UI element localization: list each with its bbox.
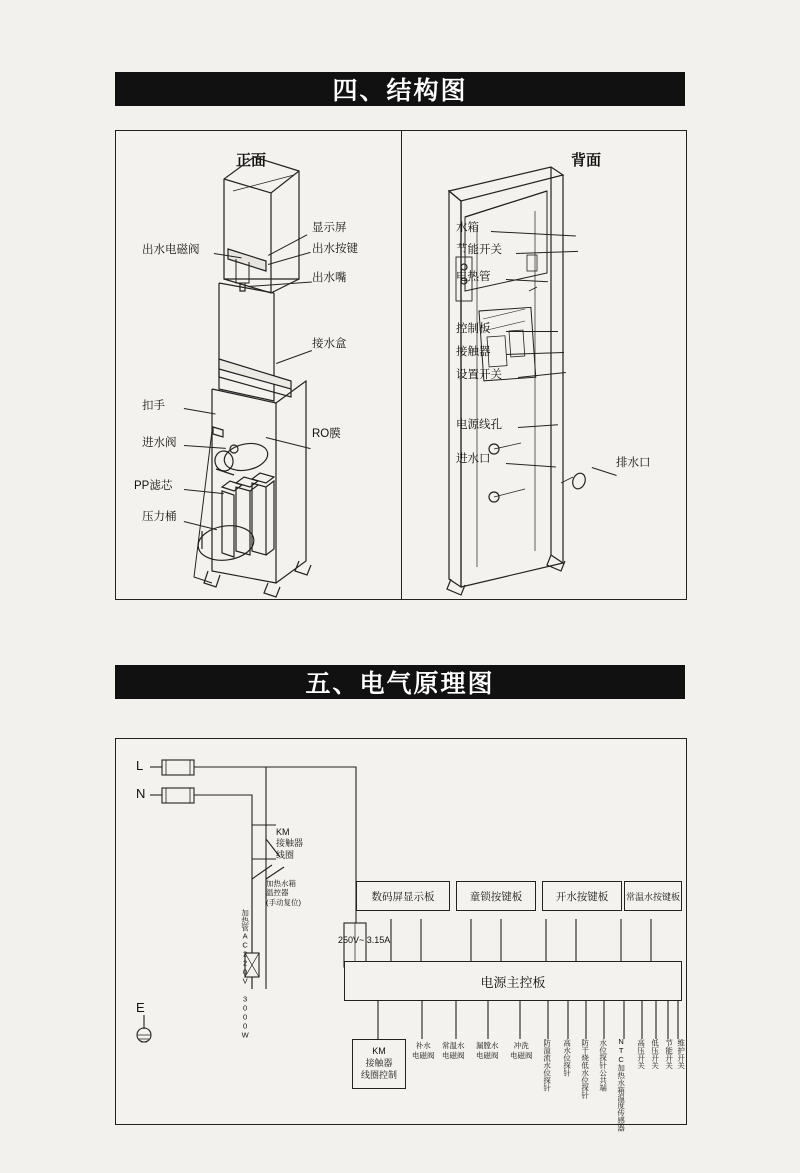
back-view-drawing xyxy=(401,131,686,599)
structure-diagram-panel xyxy=(115,130,687,600)
label-front-dispense-button: 出水按键 xyxy=(312,243,358,255)
label-front-drip-tray: 接水盒 xyxy=(312,338,347,350)
section-title-structure: 四、结构图 xyxy=(332,77,468,105)
label-overflow-solenoid: 漏膛水 电磁阀 xyxy=(476,1041,499,1060)
leader-line xyxy=(506,331,558,332)
label-probe-common: 水位探针公共端 xyxy=(598,1039,608,1092)
label-front-pp-filter: PP滤芯 xyxy=(134,480,173,492)
main-board-label: 电源主控板 xyxy=(480,974,546,990)
main-control-board[interactable] xyxy=(344,961,682,1001)
label-anti-overflow-probe: 防溢流水位探针 xyxy=(542,1039,552,1092)
front-view-title: 正面 xyxy=(236,152,267,169)
heater-label: 加热管AC220V 3000W xyxy=(240,909,250,1040)
label-low-pressure-switch: 低压开关 xyxy=(650,1039,660,1069)
label-eco-switch: 节能开关 xyxy=(664,1039,674,1069)
board-label: 开水按键板 xyxy=(555,890,609,903)
label-high-level-probe: 高水位探针 xyxy=(562,1039,572,1077)
label-front-outlet-solenoid: 出水电磁阀 xyxy=(142,244,200,256)
label-ambient-solenoid: 常温水 电磁阀 xyxy=(442,1041,465,1060)
label-back-heating-tube: 电热管 xyxy=(456,271,491,283)
label-back-water-inlet: 进水口 xyxy=(456,453,491,465)
board-digital-display[interactable] xyxy=(356,881,450,911)
label-flush-solenoid: 冲洗 电磁阀 xyxy=(510,1041,533,1060)
section-header-structure xyxy=(115,72,685,106)
label-dry-burn-low-probe: 防干烧低水位探针 xyxy=(580,1039,590,1099)
label-back-eco-switch: 节能开关 xyxy=(456,244,502,256)
label-high-pressure-switch: 高压开关 xyxy=(636,1039,646,1069)
label-front-handle: 扣手 xyxy=(142,400,165,412)
board-hot-water-key[interactable] xyxy=(542,881,622,911)
board-label: 童锁按键板 xyxy=(469,890,523,903)
label-back-drain-outlet: 排水口 xyxy=(616,457,651,469)
board-label: 常温水按键板 xyxy=(625,891,680,902)
label-back-contactor: 接触器 xyxy=(456,346,491,358)
label-front-spout: 出水嘴 xyxy=(312,272,347,284)
label-back-setting-switch: 设置开关 xyxy=(456,369,502,381)
label-back-water-tank: 水箱 xyxy=(456,222,479,234)
terminal-L-label: L xyxy=(136,758,144,773)
terminal-N-label: N xyxy=(136,786,146,801)
label-maintenance-switch: 维护开关 xyxy=(676,1039,686,1069)
thermostat-label: 加热水箱 温控器 (手动复位) xyxy=(266,879,301,907)
section-header-electrical xyxy=(115,665,685,699)
label-ntc-sensor: NTC加热水箱温度传感器 xyxy=(616,1037,626,1132)
terminal-E-label: E xyxy=(136,1000,145,1015)
label-back-control-board: 控制板 xyxy=(456,323,491,335)
label-front-ro-membrane: RO膜 xyxy=(312,428,341,440)
km-coil-control-label: KM 接触器 线圈控制 xyxy=(360,1046,397,1080)
front-view-drawing xyxy=(116,131,401,599)
section-title-electrical: 五、电气原理图 xyxy=(305,670,495,698)
board-label: 数码屏显示板 xyxy=(371,890,435,903)
back-view-title: 背面 xyxy=(571,152,602,169)
km-coil-control-box[interactable] xyxy=(352,1039,406,1089)
label-front-inlet-valve: 进水阀 xyxy=(142,437,177,449)
label-front-pressure-tank: 压力桶 xyxy=(142,511,177,523)
label-fill-solenoid: 补水 电磁阀 xyxy=(412,1041,435,1060)
electrical-schematic-panel xyxy=(115,738,687,1132)
board-child-lock[interactable] xyxy=(456,881,536,911)
board-ambient-water-key[interactable] xyxy=(624,881,682,911)
contactor-coil-label: KM 接触器 线圈 xyxy=(276,827,304,860)
label-back-power-cord-hole: 电源线孔 xyxy=(456,419,502,431)
label-front-display: 显示屏 xyxy=(312,222,347,234)
fuse-rating-label: 250V~ 3.15A xyxy=(338,935,391,945)
